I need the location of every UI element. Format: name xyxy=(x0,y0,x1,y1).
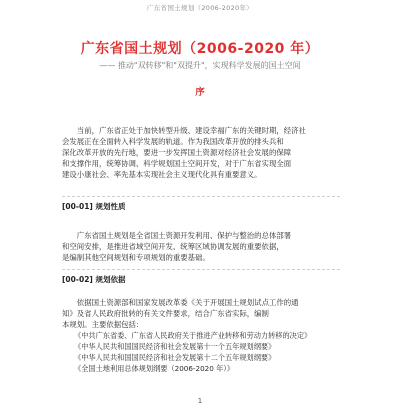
article-1-line: 广东省国土规划是全省国土资源开发利用、保护与整治的总体部署 xyxy=(76,231,292,240)
article-2-line: 本规划。主要依据包括： xyxy=(62,320,144,329)
preface-line: 当前，广东省正处于加快转型升级、建设幸福广东的关键时期，经济社 xyxy=(76,126,306,135)
article-1-heading: [00-01] 规划性质 xyxy=(62,202,126,211)
article-1-line: 是编制其他空间规划和专项规划的重要基础。 xyxy=(62,253,210,262)
article-2-paragraph xyxy=(62,297,340,330)
preface-heading: 序 xyxy=(195,87,205,98)
article-1-line: 和空间安排，是推进省域空间开发、统筹区域协调发展的重要依据， xyxy=(62,242,284,251)
preface-line: 建设小康社会、率先基本实现社会主义现代化具有重要意义。 xyxy=(62,170,262,179)
article-2-line: 依据国土资源部和国家发展改革委《关于开展国土规划试点工作的通 xyxy=(76,298,299,307)
preface-paragraph xyxy=(62,125,340,180)
page-number: 1 xyxy=(197,397,203,405)
article-2-heading: [00-02] 规划依据 xyxy=(62,275,126,284)
preface-line: 会发展正在全面转入科学发展的轨道。作为我国改革开放的排头兵和 xyxy=(62,137,284,146)
running-header: 广东省国土规划（2006-2020年） xyxy=(146,4,254,12)
reference-item: 《中共广东省委、广东省人民政府关于推进产业转移和劳动力转移的决定》 xyxy=(74,331,312,340)
article-1-paragraph xyxy=(62,230,340,263)
reference-item: 《中华人民共和国国民经济和社会发展第十一个五年规划纲要》 xyxy=(74,342,276,351)
reference-item: 《全国土地利用总体规划纲要（2006-2020 年）》 xyxy=(74,364,235,373)
document-subtitle: —— 推动"双转移"和"双提升"，实现科学发展的国土空间 xyxy=(99,61,301,70)
preface-line: 深化改革开放的先行地，要进一步发挥国土资源对经济社会发展的保障 xyxy=(62,148,292,157)
section-divider xyxy=(62,196,340,197)
document-title: 广东省国土规划（2006-2020 年） xyxy=(80,41,320,57)
article-2-line: 知》及省人民政府批转的有关文件要求，结合广东省实际，编制 xyxy=(62,309,269,318)
section-divider xyxy=(62,269,340,270)
reference-list xyxy=(74,330,340,374)
reference-item: 《中华人民共和国国民经济和社会发展第十二个五年规划纲要》 xyxy=(74,353,276,362)
preface-line: 和支撑作用，统筹协调、科学规划国土空间开发，对于广东省实现全面 xyxy=(62,159,292,168)
